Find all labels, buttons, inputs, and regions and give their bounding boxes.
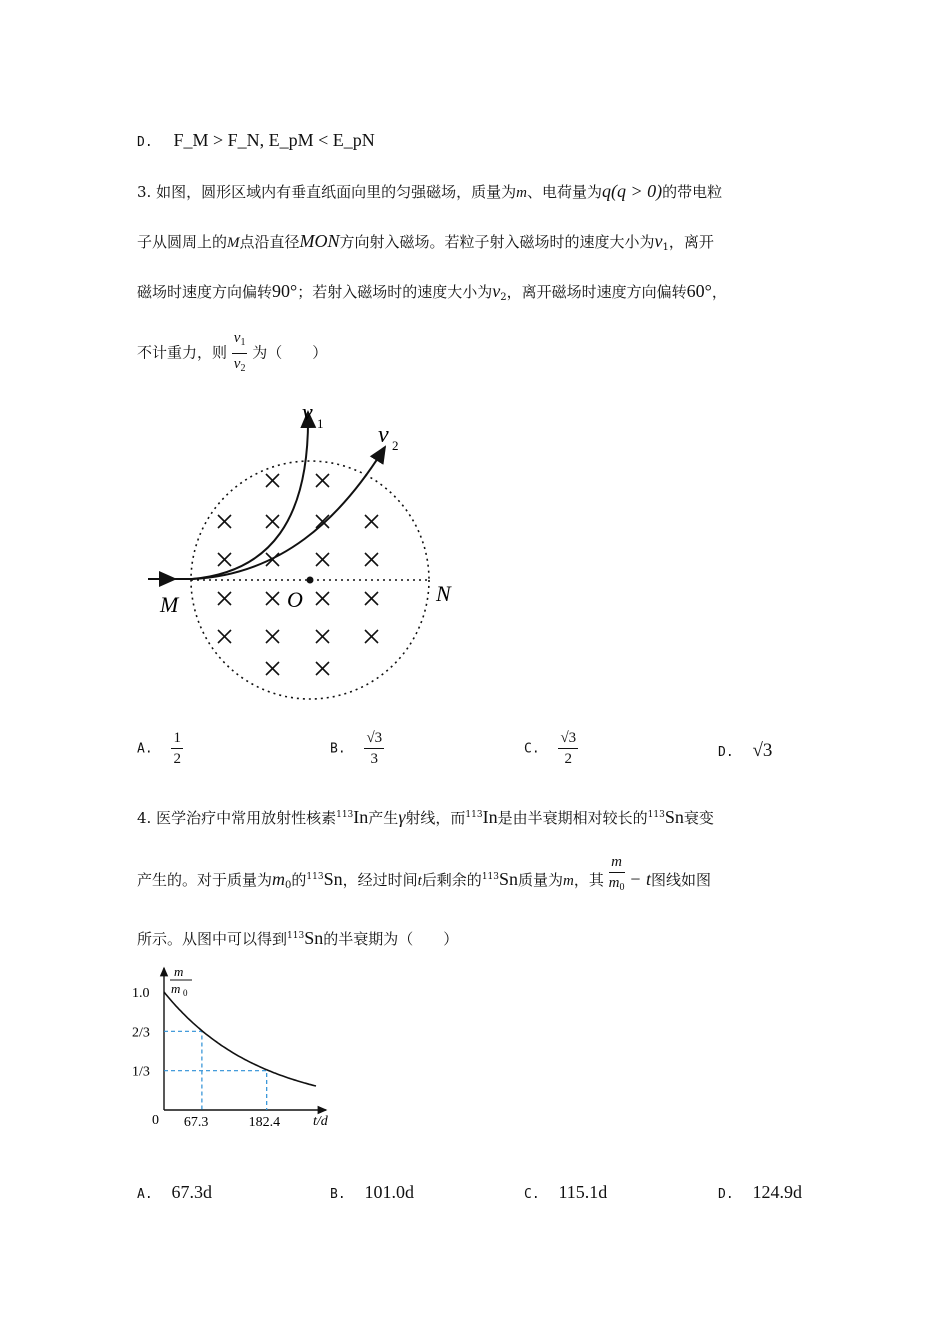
svg-text:2: 2 <box>392 438 399 453</box>
label-v2: v <box>378 422 389 448</box>
x-tick-label: 67.3 <box>183 1115 209 1130</box>
option-label: D. <box>137 135 153 150</box>
q3-line1: 3. 如图，圆形区域内有垂直纸面向里的匀强磁场，质量为m、电荷量为q(q > 0)的带电粒 <box>137 181 723 201</box>
field-crosses <box>218 474 378 675</box>
q3-line3: 磁场时速度方向偏转90°；若射入磁场时的速度大小为$v_2$，离开磁场时速度方向偏转60°， <box>137 281 727 303</box>
q4-option-d[interactable]: D. 124.9d <box>718 1182 802 1202</box>
label-N: N <box>436 581 451 606</box>
decay-curve <box>164 992 316 1086</box>
q4-option-a[interactable]: A. 67.3d <box>137 1182 212 1202</box>
q3-option-b[interactable]: B. $\frac{√3}{3}$ <box>330 730 383 767</box>
y-tick-label: 1.0 <box>132 986 150 1001</box>
y-axis-label-m: m <box>174 964 184 979</box>
q3-line4: 不计重力，则 $\frac{v_1}{v_2}$ 为（ ） <box>137 328 327 379</box>
q3-option-a[interactable]: A. $\frac{1}{2}$ <box>137 730 181 767</box>
y-tick-label: 2/3 <box>132 1025 150 1041</box>
trajectory-v2 <box>192 447 385 579</box>
label-O: O <box>287 587 303 612</box>
q2-option-d <box>137 129 375 154</box>
q3-option-d[interactable]: D. √3 <box>718 740 773 761</box>
q4-line1: 4. 医学治疗中常用放射性核素$^{113}$In产生γ射线，而$^{113}$In是由半衰期相对较长的$^{113}$Sn衰变 <box>137 807 714 827</box>
q2-option-d-formula: F_M > F_N, E_pM < E_pN <box>173 130 375 150</box>
q3-line2: 子从圆周上的M点沿直径MON方向射入磁场。若粒子射入磁场时的速度大小为$v_1$，离开 <box>137 231 714 253</box>
q4-option-b[interactable]: B. 101.0d <box>330 1182 414 1202</box>
svg-text:0: 0 <box>183 988 188 998</box>
q4-option-c[interactable]: C. 115.1d <box>524 1182 608 1202</box>
y-axis-label-m0: m <box>171 981 181 996</box>
center-point-O <box>307 577 314 584</box>
trajectory-v1 <box>192 412 308 579</box>
m-over-m0: $\frac{m}{m_0}$ <box>608 854 625 893</box>
q4-line3: 所示。从图中可以得到$^{113}$Sn的半衰期为（ ） <box>137 928 459 948</box>
svg-text:1: 1 <box>317 416 324 431</box>
magnetic-field-diagram <box>140 395 470 715</box>
decay-chart <box>130 960 350 1140</box>
label-v1: v <box>302 400 313 426</box>
label-M: M <box>160 592 179 617</box>
y-tick-label: 1/3 <box>132 1064 150 1080</box>
q3-option-c[interactable]: C. $\frac{√3}{2}$ <box>524 730 577 767</box>
x-axis-label: t/d <box>313 1114 328 1129</box>
guide-line-1 <box>164 1071 267 1110</box>
origin-label: 0 <box>152 1113 159 1128</box>
guide-line-0 <box>164 1031 202 1110</box>
q4-line2: 产生的。对于质量为$m_0$的$^{113}$Sn，经过时间t后剩余的$^{113}$Sn质量为m，其 $\frac{m}{m_0}$ − t图线如图 <box>137 864 711 898</box>
x-tick-label: 182.4 <box>248 1115 281 1130</box>
v1-over-v2: $\frac{v_1}{v_2}$ <box>233 330 246 374</box>
